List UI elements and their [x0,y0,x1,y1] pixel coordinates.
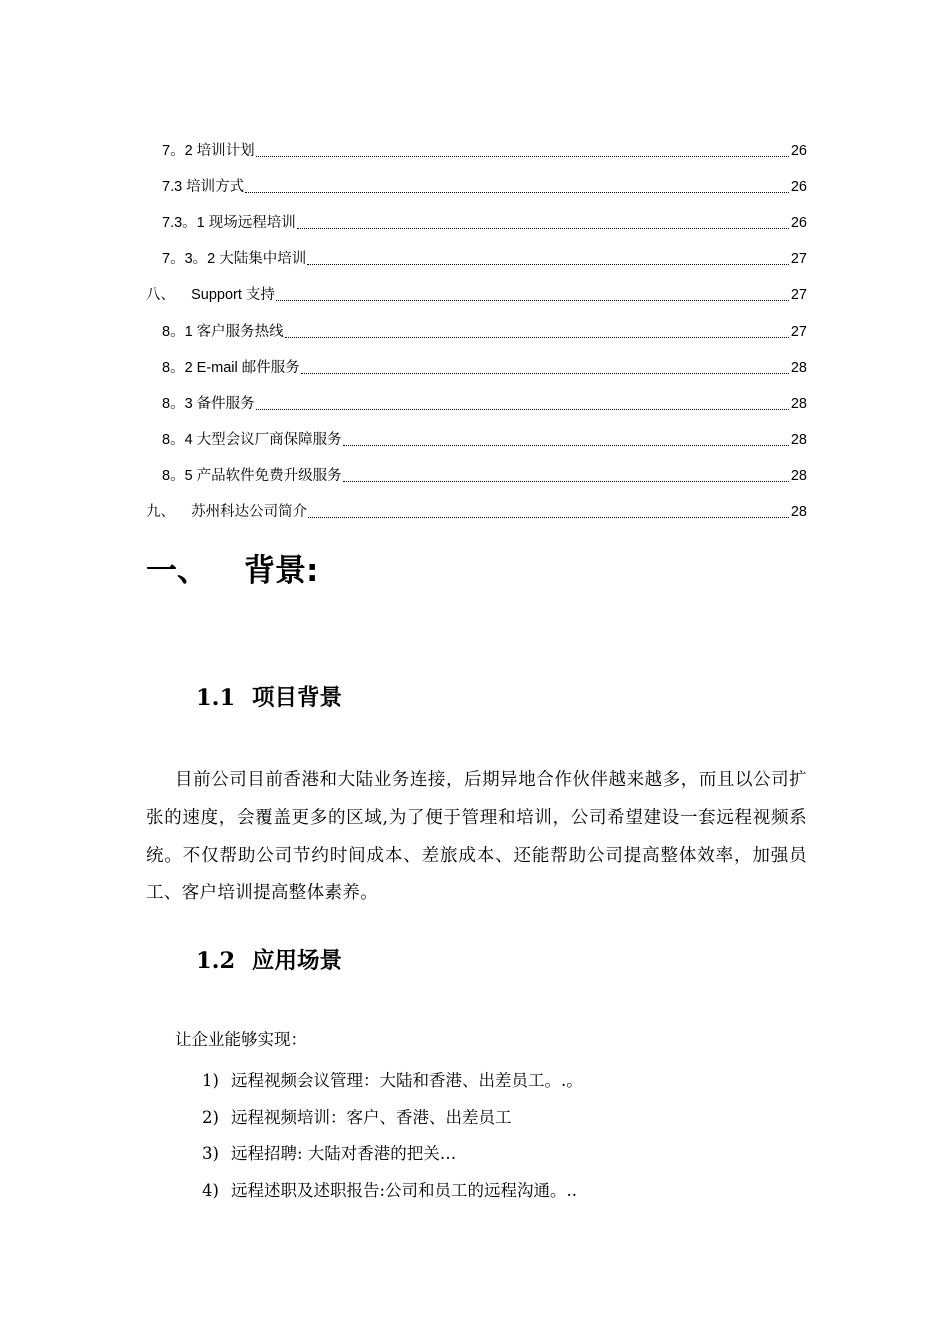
list-item-number: 3) [202,1144,219,1163]
toc-entry-label: 八、 Support 支持 [146,287,275,304]
toc-entry-page: 28 [790,504,807,521]
toc-entry-page: 28 [790,431,807,448]
toc-entry-page: 28 [790,467,807,484]
toc-leader-dots [276,299,789,301]
toc-entry-label: 8。2 E-mail 邮件服务 [162,359,300,376]
section-number: 1.1 [196,685,236,711]
toc-entry[interactable] [146,162,807,198]
chapter-heading [146,548,318,594]
list-item [202,1173,583,1210]
toc-entry[interactable] [146,198,807,234]
list-item [202,1100,583,1137]
scenario-intro: 让企业能够实现： [175,1030,307,1049]
list-item-number: 2) [202,1107,219,1127]
toc-entry-label: 8。4 大型会议厂商保障服务 [162,431,342,448]
section-heading-1-2 [196,944,342,978]
toc-entry-page: 28 [790,395,807,412]
toc-entry-page: 27 [790,251,807,268]
table-of-contents [146,126,807,523]
scenario-list [202,1063,583,1209]
toc-leader-dots [308,516,789,518]
chapter-number: 一、 [146,553,208,589]
list-item-number: 1) [202,1071,219,1090]
toc-entry[interactable] [146,126,807,162]
toc-leader-dots [285,336,789,338]
toc-entry-page: 26 [790,143,807,160]
toc-entry[interactable] [146,415,807,451]
project-background-paragraph: 目前公司目前香港和大陆业务连接，后期异地合作伙伴越来越多，而且以公司扩张的速度，会覆盖更多的区域,为了便于管理和培训，公司希望建设一套远程视频系统。不仅帮助公司节约时间成本、差旅成本、还能帮助公司提高整体效率，加强员工、客户培训提高整体素养。 [146,770,807,904]
toc-leader-dots [256,155,789,157]
chapter-title: 背景: [244,553,319,589]
list-item-number: 4) [202,1180,219,1200]
list-item-text: 远程视频会议管理：大陆和香港、出差员工。.。 [231,1071,583,1090]
toc-entry[interactable] [146,379,807,415]
toc-entry-page: 27 [790,287,807,304]
toc-leader-dots [301,372,789,374]
list-item-text: 远程招聘: 大陆对香港的把关… [231,1144,457,1163]
toc-entry[interactable] [146,270,807,306]
toc-leader-dots [245,191,789,193]
toc-leader-dots [343,444,789,446]
toc-entry-label: 8。1 客户服务热线 [162,323,284,340]
toc-entry-page: 27 [790,323,807,340]
section-number: 1.2 [196,948,236,974]
toc-entry-page: 28 [790,359,807,376]
list-item-text: 远程视频培训：客户、香港、出差员工 [231,1107,512,1127]
toc-entry-label: 8。5 产品软件免费升级服务 [162,467,342,484]
toc-entry-label: 7。3。2 大陆集中培训 [162,251,307,268]
list-item [202,1136,583,1173]
toc-leader-dots [256,408,789,410]
toc-entry-label: 九、 苏州科达公司简介 [146,504,308,521]
toc-leader-dots [307,263,789,265]
toc-entry[interactable] [146,234,807,270]
section-heading-1-1 [196,681,342,715]
toc-entry[interactable] [146,306,807,342]
toc-entry-label: 8。3 备件服务 [162,395,255,412]
toc-entry[interactable] [146,487,807,523]
toc-leader-dots [297,227,789,229]
toc-entry[interactable] [146,343,807,379]
toc-entry-label: 7.3 培训方式 [162,179,245,196]
toc-entry-label: 7.3。1 现场远程培训 [162,215,296,232]
section-title: 项目背景 [252,685,343,711]
toc-entry-label: 7。2 培训计划 [162,143,255,160]
toc-leader-dots [343,480,789,482]
list-item-text: 远程述职及述职报告:公司和员工的远程沟通。.. [231,1180,578,1200]
toc-entry-page: 26 [790,179,807,196]
toc-entry[interactable] [146,451,807,487]
section-title: 应用场景 [252,948,343,974]
toc-entry-page: 26 [790,215,807,232]
list-item [202,1063,583,1100]
